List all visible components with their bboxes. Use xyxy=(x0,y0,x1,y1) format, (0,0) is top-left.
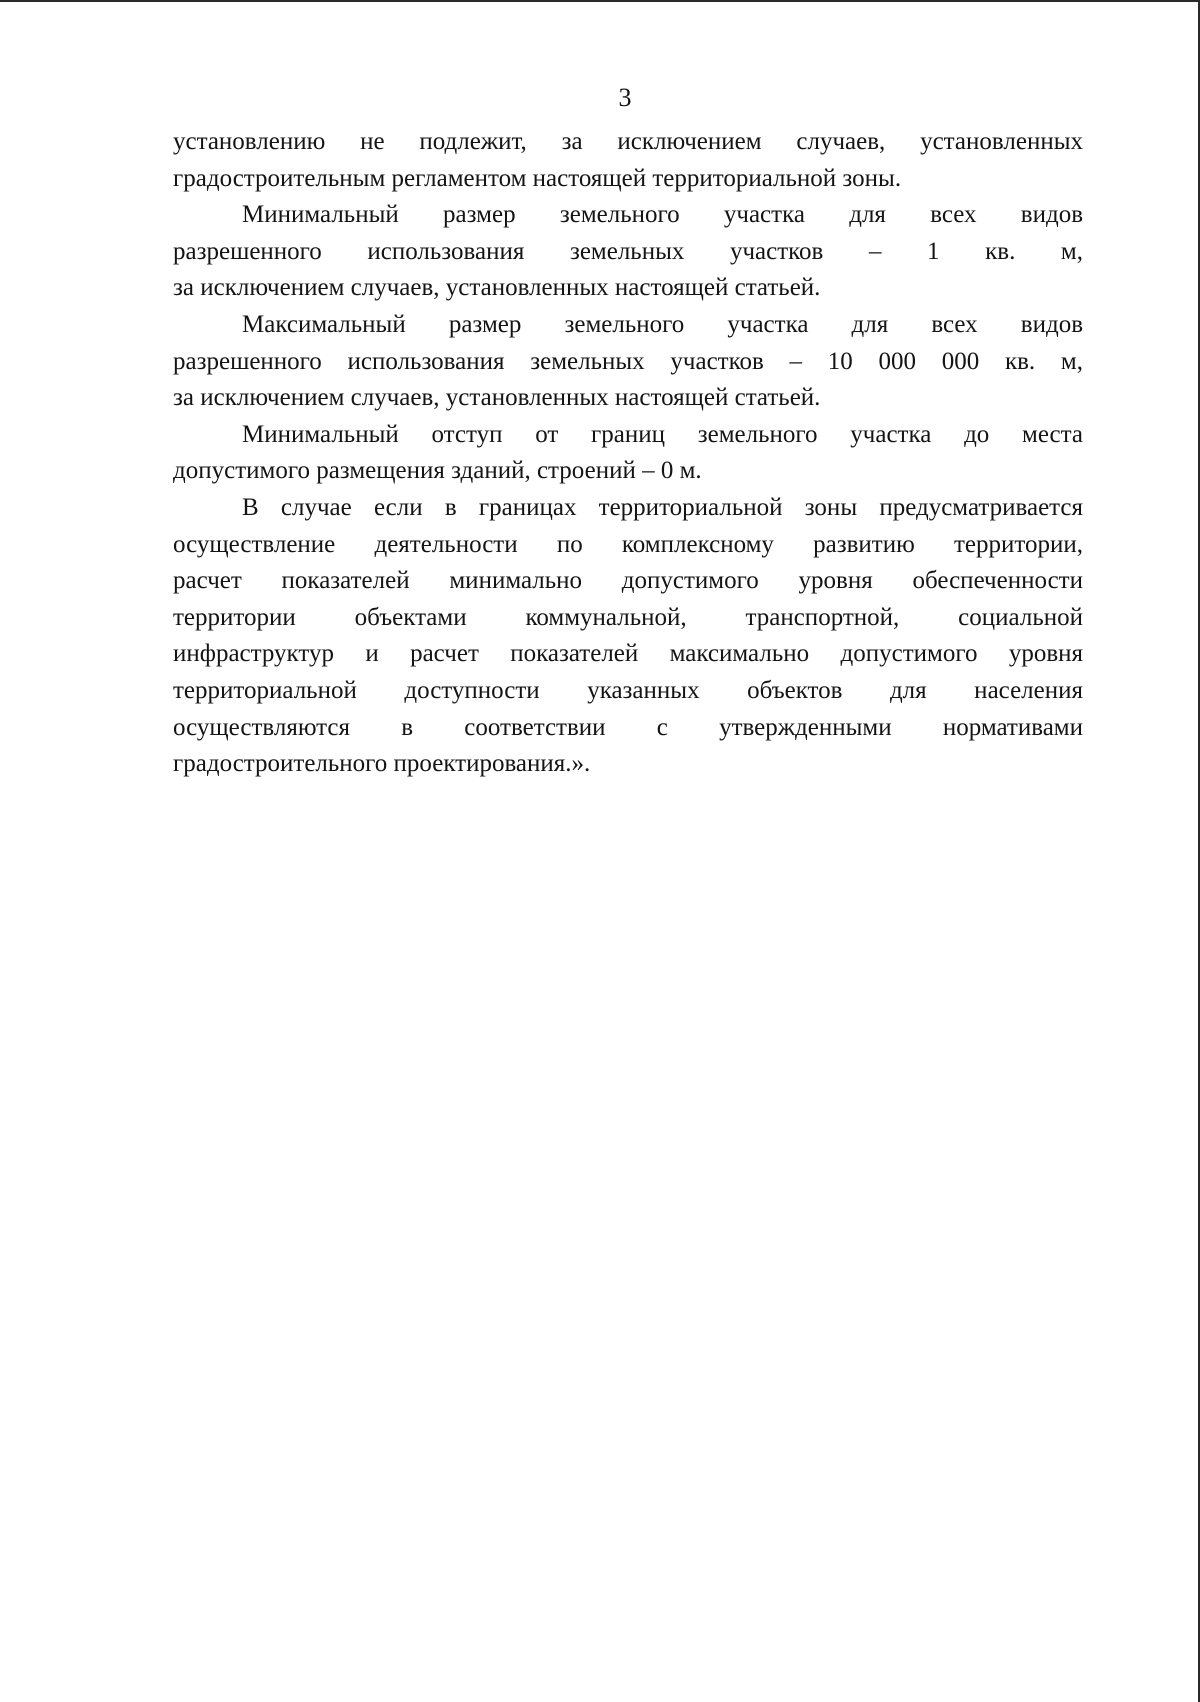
page-number: 3 xyxy=(618,83,632,112)
text-line: Максимальный размер земельного участка для всех видов xyxy=(242,310,1083,338)
text-line: разрешенного использования земельных участков – 10 000 000 кв. м, xyxy=(173,347,1083,375)
paragraph-height-exception xyxy=(173,124,1083,197)
text-line: разрешенного использования земельных участков – 1 кв. м, xyxy=(173,237,1083,265)
paragraph-minimum-plot-size xyxy=(173,197,1083,307)
text-line: градостроительным регламентом настоящей территориальной зоны. xyxy=(173,164,902,192)
document-body xyxy=(173,124,1083,783)
text-line: допустимого размещения зданий, строений – 0 м. xyxy=(173,457,702,485)
text-line: за исключением случаев, установленных настоящей статьей. xyxy=(173,384,821,412)
paragraph-integrated-development xyxy=(173,490,1083,783)
text-line: расчет показателей минимально допустимого уровня обеспеченности xyxy=(173,567,1083,595)
text-line: территории объектами коммунальной, транспортной, социальной xyxy=(173,603,1083,631)
scan-edge-top xyxy=(0,0,1200,2)
paragraph-maximum-plot-size xyxy=(173,307,1083,417)
text-line: Минимальный размер земельного участка для всех видов xyxy=(242,201,1083,229)
text-line: градостроительного проектирования.». xyxy=(173,750,591,778)
text-line: за исключением случаев, установленных настоящей статьей. xyxy=(173,274,821,302)
text-line: осуществление деятельности по комплексному развитию территории, xyxy=(173,530,1083,558)
text-line: установлению не подлежит, за исключением случаев, установленных xyxy=(173,128,1083,155)
paragraph-minimum-setback xyxy=(173,417,1083,490)
text-line: осуществляются в соответствии с утвержденными нормативами xyxy=(173,713,1083,741)
text-line: В случае если в границах территориальной зоны предусматривается xyxy=(242,493,1083,521)
text-line: инфраструктур и расчет показателей максимально допустимого уровня xyxy=(173,640,1083,668)
text-line: территориальной доступности указанных объектов для населения xyxy=(173,676,1083,704)
text-line: Минимальный отступ от границ земельного участка до места xyxy=(242,420,1083,448)
